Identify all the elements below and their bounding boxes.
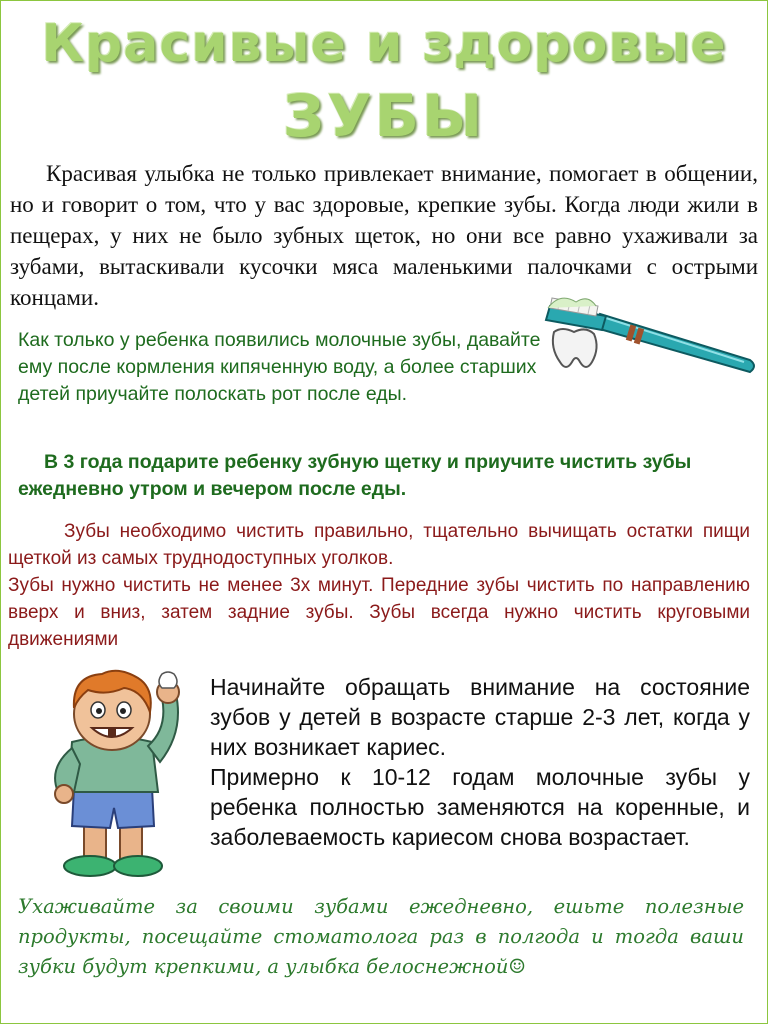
- brushing-instructions-line1: Зубы необходимо чистить правильно, тщательно вычищать остатки пищи щеткой из самых труднодоступных уголков.: [8, 521, 750, 569]
- closing-advice: [18, 892, 744, 982]
- closing-advice-text: Ухаживайте за своими зубами ежедневно, ешьте полезные продукты, посещайте стоматолога раз в полгода и тогда ваши зубки будут крепкими, а улыбка белоснежной: [18, 895, 744, 978]
- toothbrush-icon: [536, 292, 758, 384]
- caries-paragraph-line1: Начинайте обращать внимание на состояние зубов у детей в возрасте старше 2-3 лет, когда у них возникает кариес.: [210, 674, 750, 760]
- boy-with-tooth-icon: [28, 668, 204, 880]
- page-title-zuby: ЗУБЫ: [282, 82, 486, 150]
- milk-teeth-paragraph: Как только у ребенка появились молочные зубы, давайте ему после кормления кипяченную воду, а более старших детей приучайте полоскать рот после еды.: [18, 329, 541, 405]
- intro-paragraph: Красивая улыбка не только привлекает внимание, помогает в общении, но и говорит о том, что у вас здоровые, крепкие зубы. Когда люди жили в пещерах, у них не было зубных щеток, но они все равно ухаживали за зубами, вытаскивали кусочки мяса маленькими палочками с острыми концами.: [10, 161, 758, 310]
- caries-paragraph-line2: Примерно к 10-12 годам молочные зубы у ребенка полностью заменяются на коренные, и заболеваемость кариесом снова возрастает.: [210, 764, 750, 850]
- page-title: Красивые и здоровые: [41, 14, 727, 74]
- brushing-instructions-line2: Зубы нужно чистить не менее 3х минут. Передние зубы чистить по направлению вверх и вниз, затем задние зубы. Зубы всегда нужно чистить круговыми движениями: [8, 575, 750, 650]
- brushing-instructions: [8, 518, 750, 653]
- toothbrush-age-paragraph: В 3 года подарите ребенку зубную щетку и приучите чистить зубы ежедневно утром и вечером после еды.: [18, 451, 692, 500]
- caries-paragraph: [210, 672, 750, 852]
- smiley-icon: ☺: [508, 955, 526, 978]
